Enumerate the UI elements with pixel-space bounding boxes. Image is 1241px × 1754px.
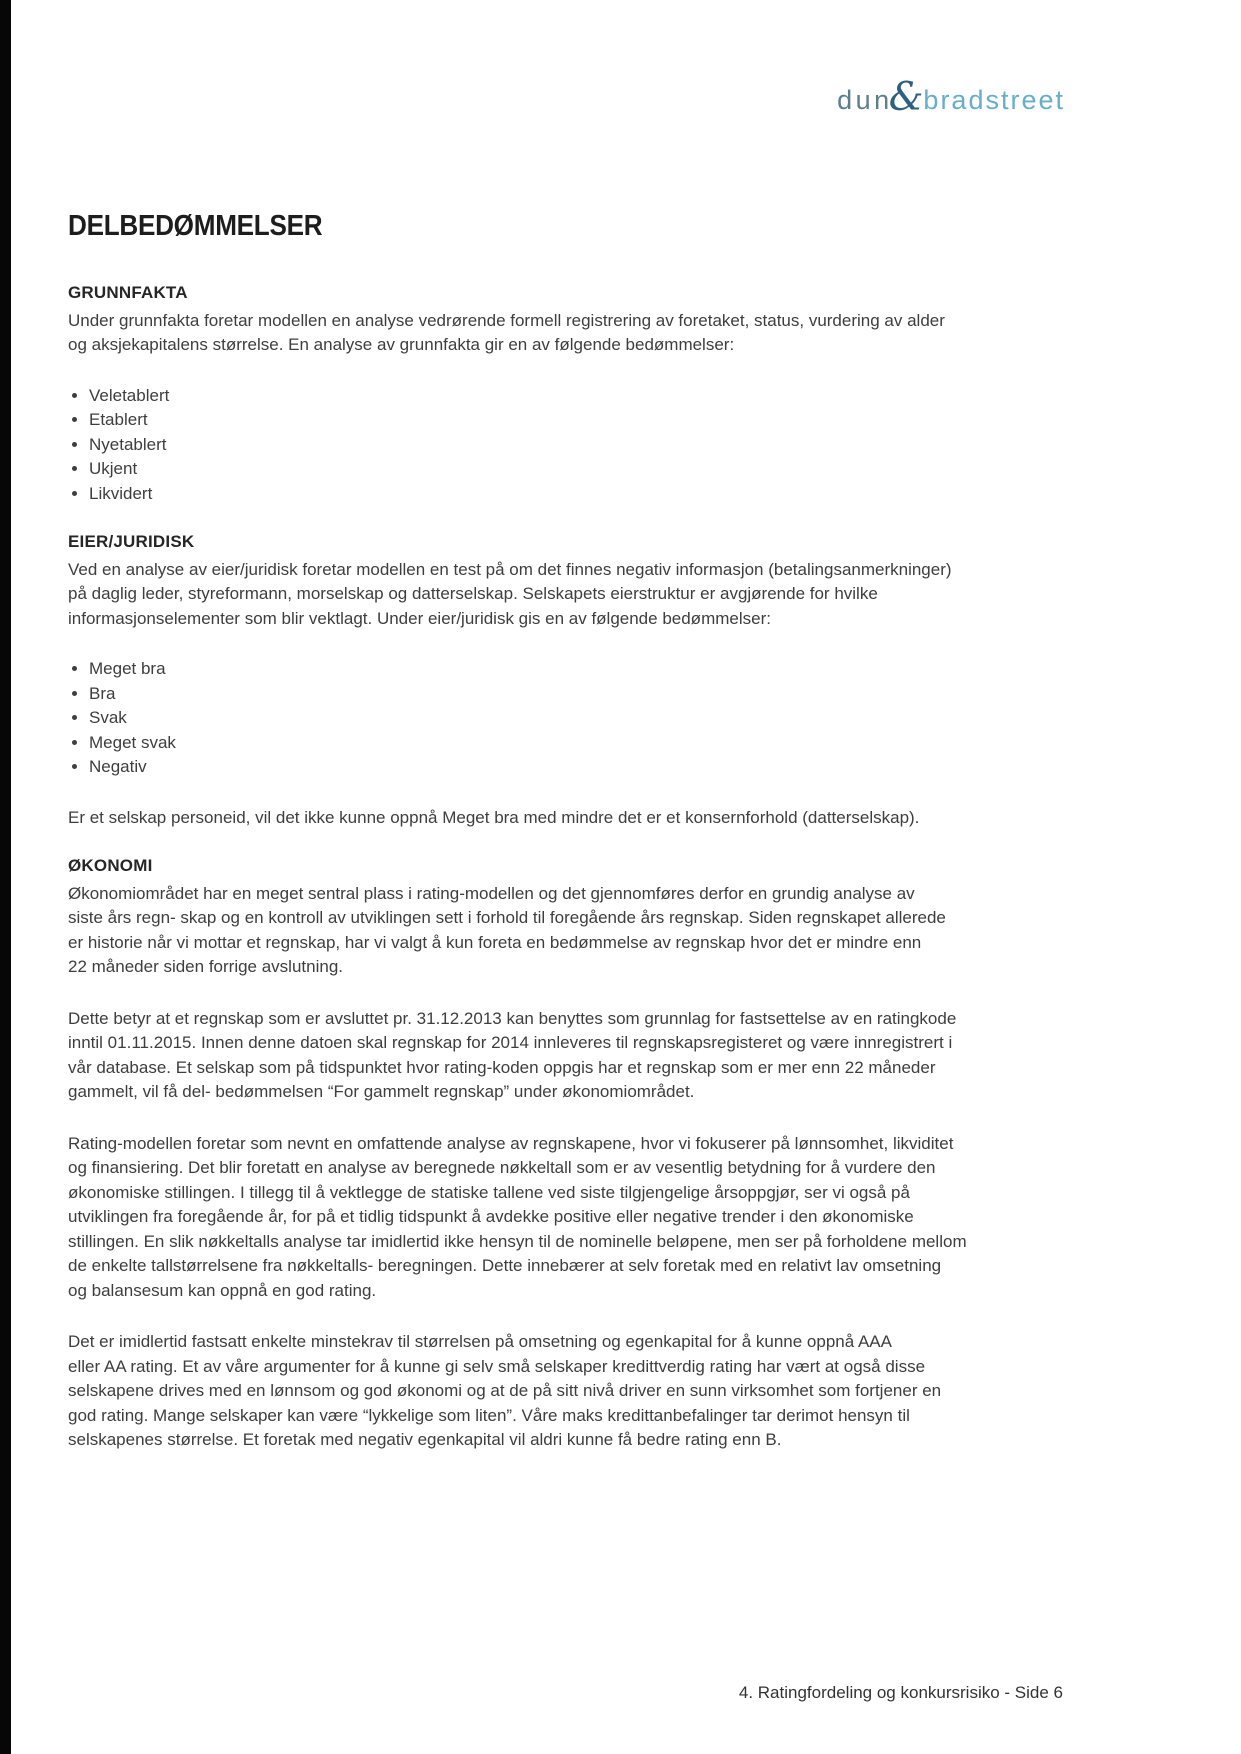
text-line: Det er imidlertid fastsatt enkelte minstekrav til størrelsen på omsetning og egenkapital for å kunne oppnå AAA bbox=[68, 1332, 892, 1351]
section-heading-eier-juridisk: EIER/JURIDISK bbox=[68, 532, 195, 551]
logo-ampersand-icon: & bbox=[888, 75, 924, 120]
paragraph-eier-note bbox=[68, 806, 1078, 831]
text-line: god rating. Mange selskaper kan være “lykkelige som liten”. Våre maks kredittanbefalinger tar derimot hensyn til bbox=[68, 1405, 910, 1425]
text-line: selskapene drives med en lønnsom og god økonomi og at de på sitt nivå driver en sunn virksomhet som fortjener en bbox=[68, 1381, 942, 1400]
text-line: siste års regn- skap og en kontroll av utviklingen sett i forhold til foregående års regnskap. Siden regnskapet allerede bbox=[68, 908, 946, 927]
logo-word-bradstreet: bradstreet bbox=[923, 84, 1065, 115]
list-item: • Meget svak bbox=[89, 731, 1078, 756]
text-line: Rating-modellen foretar som nevnt en omfattende analyse av regnskapene, hvor vi fokuserer på lønnsomhet, likviditet bbox=[68, 1133, 954, 1153]
list-item: • Svak bbox=[89, 706, 1078, 731]
text-line: og balansesum kan oppnå en god rating. bbox=[68, 1280, 377, 1300]
text-line: Dette betyr at et regnskap som er avsluttet pr. 31.12.2013 kan benyttes som grunnlag for fastsettelse av en ratingkode bbox=[68, 1008, 957, 1028]
list-item: • Negativ bbox=[89, 755, 1078, 780]
bullet-list-grunnfakta bbox=[68, 384, 1078, 507]
text-line: Ved en analyse av eier/juridisk foretar modellen en test på om det finnes negativ informasjon (betalingsanmerkninger) bbox=[68, 559, 952, 579]
text-line: økonomiske stillingen. I tillegg til å vektlegge de statiske tallene ved siste tilgjengelige årsoppgjør, ser vi også på bbox=[68, 1182, 910, 1202]
text-line: inntil 01.11.2015. Innen denne datoen skal regnskap for 2014 innleveres til regnskapsregisteret og være innregistrert i bbox=[68, 1033, 953, 1052]
text-line: eller AA rating. Et av våre argumenter for å kunne gi selv små selskaper kredittverdig rating har vært at også disse bbox=[68, 1356, 926, 1376]
bullet-list-eier-juridisk bbox=[68, 657, 1078, 780]
text-line: selskapenes størrelse. Et foretak med negativ egenkapital vil aldri kunne få bedre rating enn B. bbox=[68, 1430, 782, 1449]
text-line: gammelt, vil få del- bedømmelsen “For gammelt regnskap” under økonomiområdet. bbox=[68, 1082, 695, 1101]
document-body bbox=[68, 281, 1078, 1453]
list-item: • Ukjent bbox=[89, 457, 1078, 482]
text-line: på daglig leder, styreformann, morselskap og datterselskap. Selskapets eierstruktur er avgjørende for hvilke bbox=[68, 584, 878, 603]
paragraph-grunnfakta-intro bbox=[68, 309, 1078, 358]
dun-bradstreet-logo bbox=[837, 75, 1065, 122]
text-line: de enkelte tallstørrelsene fra nøkkeltalls- beregningen. Dette innebærer at selv foretak med en relativt lav omsetning bbox=[68, 1256, 942, 1275]
text-line: Er et selskap personeid, vil det ikke kunne oppnå Meget bra med mindre det er et konsernforhold (datterselskap). bbox=[68, 807, 920, 827]
text-line: 22 måneder siden forrige avslutning. bbox=[68, 957, 343, 976]
list-item: • Meget bra bbox=[89, 657, 1078, 682]
text-line: Økonomiområdet har en meget sentral plass i rating-modellen og det gjennomføres derfor en grundig analyse av bbox=[68, 883, 915, 903]
text-line: og aksjekapitalens størrelse. En analyse av grunnfakta gir en av følgende bedømmelser: bbox=[68, 335, 735, 354]
paragraph-eier-intro bbox=[68, 558, 1078, 632]
scan-edge-bar bbox=[0, 0, 11, 1754]
text-line: informasjonselementer som blir vektlagt. Under eier/juridisk gis en av følgende bedømmelser: bbox=[68, 608, 771, 628]
page-footer: 4. Ratingfordeling og konkursrisiko - Side 6 bbox=[738, 1683, 1063, 1702]
paragraph-okonomi-2 bbox=[68, 1007, 1078, 1105]
list-item: • Likvidert bbox=[89, 482, 1078, 507]
list-item: • Veletablert bbox=[89, 384, 1078, 409]
page-title: DELBEDØMMELSER bbox=[68, 210, 323, 242]
text-line: er historie når vi mottar et regnskap, har vi valgt å kun foreta en bedømmelse av regnskap hvor det er mindre enn bbox=[68, 932, 922, 952]
text-line: utviklingen fra foregående år, for på et tidlig tidspunkt å avdekke positive eller negative trender i den økonomiske bbox=[68, 1207, 914, 1226]
section-heading-okonomi: ØKONOMI bbox=[68, 856, 153, 875]
logo-word-dun: dun bbox=[837, 84, 893, 115]
paragraph-okonomi-1 bbox=[68, 882, 1078, 980]
list-item: • Bra bbox=[89, 682, 1078, 707]
text-line: og finansiering. Det blir foretatt en analyse av beregnede nøkkeltall som er av vesentlig betydning for å vurdere den bbox=[68, 1158, 936, 1177]
list-item: • Nyetablert bbox=[89, 433, 1078, 458]
text-line: vår database. Et selskap som på tidspunktet hvor rating-koden oppgis har et regnskap som er mer enn 22 måneder bbox=[68, 1057, 936, 1077]
list-item: • Etablert bbox=[89, 408, 1078, 433]
text-line: stillingen. En slik nøkkeltalls analyse tar imidlertid ikke hensyn til de nominelle beløpene, men ser på forholdene mellom bbox=[68, 1231, 967, 1251]
section-heading-grunnfakta: GRUNNFAKTA bbox=[68, 283, 188, 302]
paragraph-okonomi-4 bbox=[68, 1330, 1078, 1453]
paragraph-okonomi-3 bbox=[68, 1132, 1078, 1304]
text-line: Under grunnfakta foretar modellen en analyse vedrørende formell registrering av foretaket, status, vurdering av alder bbox=[68, 310, 945, 330]
